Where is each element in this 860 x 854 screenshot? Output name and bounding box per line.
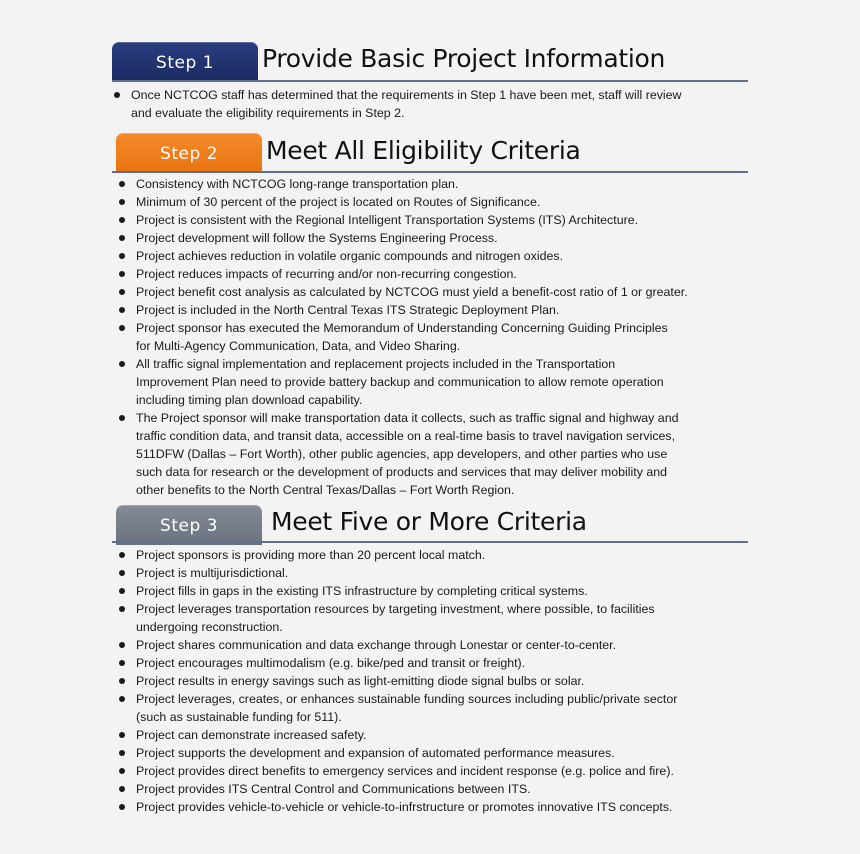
list-item-text: Project provides vehicle-to-vehicle or vehicle-to-infrstructure or promotes innovative ITS concepts. <box>136 800 673 814</box>
list-item <box>115 672 748 690</box>
bullet-icon <box>119 570 125 576</box>
step-3-tab: Step 3 <box>116 505 262 545</box>
list-item-text: Project development will follow the Systems Engineering Process. <box>136 231 498 245</box>
bullet-icon <box>119 678 125 684</box>
list-item-text: Project shares communication and data exchange through Lonestar or center-to-center. <box>136 638 617 652</box>
list-item-text: and evaluate the eligibility requirements in Step 2. <box>131 106 405 120</box>
list-item-text: undergoing reconstruction. <box>136 620 283 634</box>
list-item <box>115 229 748 247</box>
bullet-icon <box>119 660 125 666</box>
list-item-text: Project provides direct benefits to emergency services and incident response (e.g. police and fire). <box>136 764 674 778</box>
list-item-text: Minimum of 30 percent of the project is located on Routes of Significance. <box>136 195 541 209</box>
step-2-list <box>115 175 748 499</box>
list-item-text: Project leverages transportation resources by targeting investment, where possible, to facilities <box>136 602 655 616</box>
step-2-title: Meet All Eligibility Criteria <box>266 136 581 165</box>
list-item <box>115 409 748 499</box>
bullet-icon <box>119 235 125 241</box>
step-1-title: Provide Basic Project Information <box>262 44 666 73</box>
list-item-text: such data for research or the development of products and services that may deliver mobility and <box>136 465 668 479</box>
list-item <box>115 265 748 283</box>
bullet-icon <box>119 642 125 648</box>
list-item-text: Project leverages, creates, or enhances sustainable funding sources including public/private sector <box>136 692 678 706</box>
bullet-icon <box>119 552 125 558</box>
list-item-text: Project encourages multimodalism (e.g. bike/ped and transit or freight). <box>136 656 526 670</box>
list-item-text: Improvement Plan need to provide battery backup and communication to allow remote operation <box>136 375 664 389</box>
list-item-text: Project is multijurisdictional. <box>136 566 289 580</box>
list-item-text: The Project sponsor will make transportation data it collects, such as traffic signal and highway and <box>136 411 679 425</box>
bullet-icon <box>119 696 125 702</box>
step-2-rule <box>112 171 748 173</box>
list-item-text: Project sponsor has executed the Memorandum of Understanding Concerning Guiding Principles <box>136 321 668 335</box>
list-item <box>115 690 748 726</box>
list-item <box>115 726 748 744</box>
bullet-icon <box>119 307 125 313</box>
list-item-text: Project achieves reduction in volatile organic compounds and nitrogen oxides. <box>136 249 564 263</box>
step-3-section <box>112 505 748 816</box>
list-item-text: Project results in energy savings such as light-emitting diode signal bulbs or solar. <box>136 674 585 688</box>
list-item <box>115 301 748 319</box>
bullet-icon <box>119 750 125 756</box>
list-item <box>115 283 748 301</box>
bullet-icon <box>119 217 125 223</box>
step-1-tab: Step 1 <box>112 42 258 82</box>
list-item <box>115 175 748 193</box>
list-item-text: other benefits to the North Central Texas/Dallas – Fort Worth Region. <box>136 483 515 497</box>
list-item-text: All traffic signal implementation and replacement projects included in the Transportation <box>136 357 616 371</box>
list-item <box>115 582 748 600</box>
step-3-rule <box>112 541 748 543</box>
bullet-icon <box>119 253 125 259</box>
bullet-icon <box>119 361 125 367</box>
list-item-text: (such as sustainable funding for 511). <box>136 710 342 724</box>
list-item-text: Project is included in the North Central Texas ITS Strategic Deployment Plan. <box>136 303 560 317</box>
list-item-text: including timing plan download capability. <box>136 393 363 407</box>
bullet-icon <box>119 181 125 187</box>
list-item <box>115 247 748 265</box>
list-item-text: Consistency with NCTCOG long-range transportation plan. <box>136 177 459 191</box>
bullet-icon <box>119 415 125 421</box>
list-item-text: Project benefit cost analysis as calculated by NCTCOG must yield a benefit-cost ratio of 1 or greater. <box>136 285 688 299</box>
bullet-icon <box>119 588 125 594</box>
list-item <box>115 319 748 355</box>
list-item <box>115 600 748 636</box>
list-item <box>115 654 748 672</box>
list-item <box>115 798 748 816</box>
list-item-text: 511DFW (Dallas – Fort Worth), other public agencies, app developers, and other parties who use <box>136 447 668 461</box>
list-item <box>115 564 748 582</box>
list-item-text: Project provides ITS Central Control and Communications between ITS. <box>136 782 531 796</box>
list-item-text: Project sponsors is providing more than 20 percent local match. <box>136 548 486 562</box>
list-item <box>115 193 748 211</box>
list-item <box>115 546 748 564</box>
step-3-title: Meet Five or More Criteria <box>271 507 587 536</box>
list-item <box>115 762 748 780</box>
bullet-icon <box>119 325 125 331</box>
bullet-icon <box>119 289 125 295</box>
step-3-list <box>115 546 748 816</box>
list-item-text: Project can demonstrate increased safety. <box>136 728 367 742</box>
list-item-text: Project fills in gaps in the existing ITS infrastructure by completing critical systems. <box>136 584 588 598</box>
bullet-icon <box>119 804 125 810</box>
step-1-list <box>110 86 748 122</box>
list-item-text: Once NCTCOG staff has determined that the requirements in Step 1 have been met, staff will review <box>131 88 682 102</box>
bullet-icon <box>119 199 125 205</box>
step-1-header <box>112 42 748 84</box>
list-item <box>115 780 748 798</box>
list-item <box>115 636 748 654</box>
step-2-header <box>112 133 748 175</box>
bullet-icon <box>119 606 125 612</box>
bullet-icon <box>119 768 125 774</box>
bullet-icon <box>119 271 125 277</box>
list-item-text: Project supports the development and expansion of automated performance measures. <box>136 746 615 760</box>
list-item <box>115 744 748 762</box>
step-2-section <box>112 133 748 499</box>
step-2-tab: Step 2 <box>116 133 262 173</box>
list-item-text: Project reduces impacts of recurring and/or non-recurring congestion. <box>136 267 517 281</box>
bullet-icon <box>119 786 125 792</box>
list-item-text: for Multi-Agency Communication, Data, and Video Sharing. <box>136 339 461 353</box>
list-item <box>110 86 748 122</box>
bullet-icon <box>119 732 125 738</box>
list-item <box>115 355 748 409</box>
bullet-icon <box>114 92 120 98</box>
list-item <box>115 211 748 229</box>
step-1-section <box>112 42 748 122</box>
step-1-rule <box>112 80 748 82</box>
list-item-text: Project is consistent with the Regional Intelligent Transportation Systems (ITS) Architecture. <box>136 213 639 227</box>
list-item-text: traffic condition data, and transit data, accessible on a real-time basis to travel navigation services, <box>136 429 676 443</box>
